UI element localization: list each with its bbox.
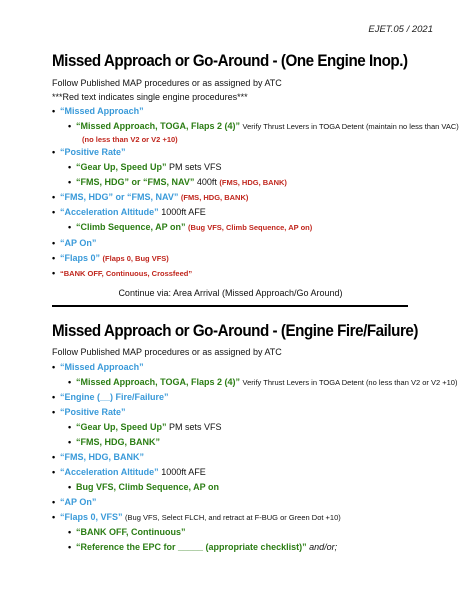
s1-fms-hdg-label: “FMS, HDG” or “FMS, NAV”	[60, 192, 179, 202]
bullet: •	[68, 542, 72, 552]
s2-reference-epc-label: “Reference the EPC for _____ (appropriate checklist)”	[76, 542, 307, 552]
s1-flaps-0-red: (Flaps 0, Bug VFS)	[102, 254, 169, 263]
s2-item-engine-fire	[52, 392, 169, 402]
s2-flaps-0-text: (Bug VFS, Select FLCH, and retract at F-BUG or Green Dot +10)	[125, 513, 341, 522]
s1-toga-red-note	[82, 134, 178, 144]
s2-item-accel-alt	[52, 467, 206, 477]
bullet: •	[52, 512, 56, 522]
s2-bug-vfs-label: Bug VFS, Climb Sequence, AP on	[76, 482, 220, 492]
bullet: •	[52, 207, 56, 217]
s2-accel-alt-text: 1000ft AFE	[161, 467, 206, 477]
s1-accel-alt-text: 1000ft AFE	[161, 207, 206, 217]
section1-note: ***Red text indicates single engine procedures***	[52, 92, 248, 102]
bullet: •	[52, 452, 56, 462]
bullet: •	[52, 106, 56, 116]
section1-intro: Follow Published MAP procedures or as assigned by ATC	[52, 78, 282, 88]
bullet: •	[68, 121, 72, 131]
s2-flaps-0-label: “Flaps 0, VFS”	[60, 512, 123, 522]
s1-gear-up-text: PM sets VFS	[169, 162, 222, 172]
s1-accel-alt-label: “Acceleration Altitude”	[60, 207, 159, 217]
s2-item-fms-hdg-bank-sub	[68, 437, 160, 447]
s1-climb-seq-red: (Bug VFS, Climb Sequence, AP on)	[188, 223, 313, 232]
s1-item-positive-rate	[52, 147, 126, 157]
s1-fms-hdg-400-label: “FMS, HDG” or “FMS, NAV”	[76, 177, 195, 187]
s1-fms-hdg-400-text: 400ft	[196, 177, 217, 187]
s1-item-gear-up	[68, 162, 222, 172]
s1-item-toga	[68, 121, 459, 131]
s2-positive-rate-label: “Positive Rate”	[60, 407, 126, 417]
bullet: •	[52, 192, 56, 202]
s1-item-fms-hdg-400	[68, 177, 287, 187]
s2-item-positive-rate	[52, 407, 126, 417]
s2-gear-up-label: “Gear Up, Speed Up”	[76, 422, 167, 432]
s2-item-toga	[68, 377, 457, 387]
s1-ap-on-label: “AP On”	[60, 238, 97, 248]
s1-item-fms-hdg	[52, 192, 248, 202]
s1-toga-label: “Missed Approach, TOGA, Flaps 2 (4)”	[76, 121, 241, 131]
section1-title: Missed Approach or Go-Around - (One Engine Inop.)	[52, 52, 408, 70]
s2-item-ap-on	[52, 497, 96, 507]
bullet: •	[68, 377, 72, 387]
bullet: •	[52, 147, 56, 157]
bullet: •	[68, 162, 72, 172]
s2-item-missed-approach	[52, 362, 144, 372]
s1-item-missed-approach	[52, 106, 144, 116]
s2-accel-alt-label: “Acceleration Altitude”	[60, 467, 159, 477]
s1-continue-via: Continue via: Area Arrival (Missed Approach/Go Around)	[118, 288, 343, 298]
section-divider	[52, 305, 408, 307]
bullet: •	[52, 497, 56, 507]
s1-fms-hdg-400-red: (FMS, HDG, BANK)	[219, 178, 287, 187]
bullet: •	[68, 177, 72, 187]
bullet: •	[52, 238, 56, 248]
bullet: •	[68, 422, 72, 432]
section2-title: Missed Approach or Go-Around - (Engine Fire/Failure)	[52, 322, 419, 340]
section2-intro: Follow Published MAP procedures or as assigned by ATC	[52, 347, 282, 357]
bullet: •	[52, 467, 56, 477]
bullet: •	[68, 437, 72, 447]
s1-item-flaps-0	[52, 253, 169, 263]
s1-flaps-0-label: “Flaps 0”	[60, 253, 101, 263]
s2-item-reference-epc	[68, 542, 337, 552]
s2-item-bank-off	[68, 527, 186, 537]
s1-fms-hdg-red: (FMS, HDG, BANK)	[180, 193, 249, 202]
s2-gear-up-text: PM sets VFS	[169, 422, 222, 432]
s1-climb-seq-label: “Climb Sequence, AP on”	[76, 222, 186, 232]
bullet: •	[52, 407, 56, 417]
s1-item-ap-on	[52, 238, 96, 248]
bullet: •	[52, 268, 56, 278]
s2-toga-text: Verify Thrust Levers in TOGA Detent (no less than V2 or V2 +10)	[242, 378, 458, 387]
s1-toga-red: (no less than V2 or V2 +10)	[82, 135, 178, 144]
s1-item-accel-alt	[52, 207, 206, 217]
s2-missed-approach-label: “Missed Approach”	[60, 362, 144, 372]
s2-ap-on-label: “AP On”	[60, 497, 97, 507]
bullet: •	[52, 392, 56, 402]
s2-item-gear-up	[68, 422, 222, 432]
document-id: EJET.05 / 2021	[368, 24, 433, 35]
bullet: •	[68, 527, 72, 537]
s2-engine-fire-label: “Engine (__) Fire/Failure”	[60, 392, 169, 402]
s2-reference-epc-text: and/or;	[309, 542, 338, 552]
s1-item-bank-off	[52, 268, 192, 278]
s2-bank-off-label: “BANK OFF, Continuous”	[76, 527, 186, 537]
s1-bank-off-red: “BANK OFF, Continuous, Crossfeed”	[60, 269, 193, 278]
s1-item-climb-seq	[68, 222, 312, 232]
s2-item-bug-vfs	[68, 482, 219, 492]
s1-toga-text: Verify Thrust Levers in TOGA Detent (maintain no less than VAC)	[242, 122, 459, 131]
s1-positive-rate-label: “Positive Rate”	[60, 147, 126, 157]
s2-fms-hdg-bank-sub-label: “FMS, HDG, BANK”	[76, 437, 160, 447]
s1-gear-up-label: “Gear Up, Speed Up”	[76, 162, 167, 172]
bullet: •	[52, 362, 56, 372]
s1-missed-approach-label: “Missed Approach”	[60, 106, 144, 116]
bullet: •	[68, 482, 72, 492]
s2-fms-hdg-bank-label: “FMS, HDG, BANK”	[60, 452, 144, 462]
s2-item-flaps-0	[52, 512, 341, 522]
bullet: •	[52, 253, 56, 263]
s2-toga-label: “Missed Approach, TOGA, Flaps 2 (4)”	[76, 377, 241, 387]
bullet: •	[68, 222, 72, 232]
s2-item-fms-hdg-bank	[52, 452, 144, 462]
